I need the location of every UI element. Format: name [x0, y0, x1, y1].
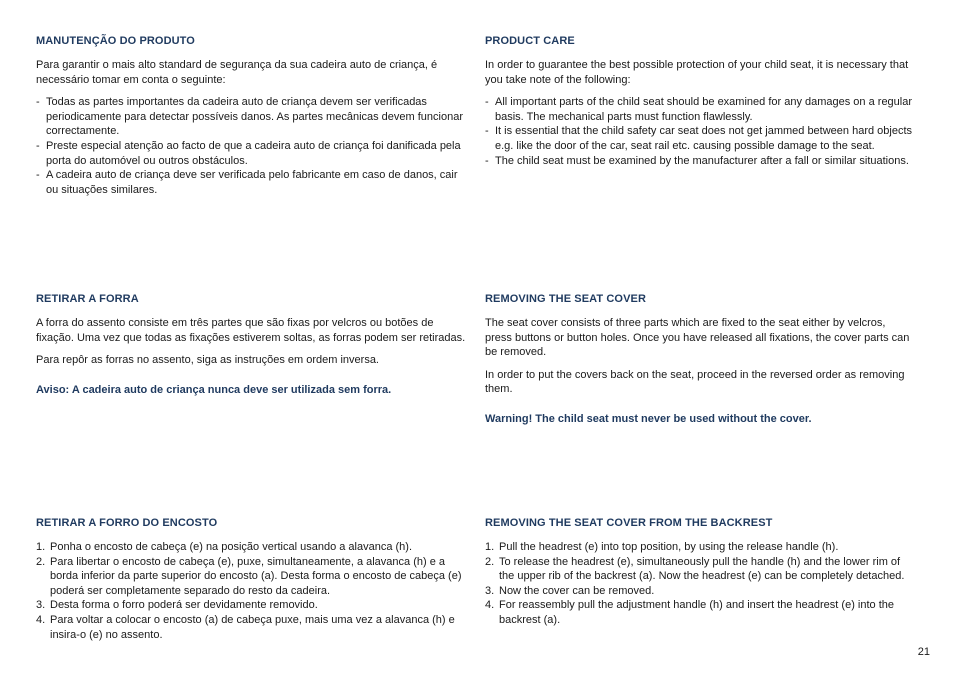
pt-product-care-heading: MANUTENÇÃO DO PRODUTO — [36, 35, 195, 47]
pt-backrest-step-1: Ponha o encosto de cabeça (e) na posição vertical usando a alavanca (h). — [50, 541, 413, 553]
list-item — [485, 598, 913, 627]
list-item — [36, 139, 468, 168]
step-number: 3. — [485, 584, 495, 597]
list-item — [36, 555, 468, 599]
en-care-item-1: All important parts of the child seat should be examined for any damages on a regular basis. The mechanical parts must function flawlessly. — [495, 96, 913, 123]
pt-product-care-intro: Para garantir o mais alto standard de segurança da sua cadeira auto de criança, é necessário tomar em conta o seguinte: — [36, 59, 438, 86]
pt-product-care-list — [36, 95, 468, 197]
pt-backrest-heading: RETIRAR A FORRO DO ENCOSTO — [36, 517, 218, 529]
list-item — [485, 154, 913, 169]
list-item — [36, 168, 468, 197]
page-number: 21 — [917, 646, 930, 658]
list-item — [36, 95, 468, 139]
en-backrest-list — [485, 540, 913, 628]
dash-marker: - — [485, 96, 489, 109]
dash-marker: - — [485, 125, 489, 138]
dash-marker: - — [485, 154, 489, 167]
step-number: 2. — [485, 555, 495, 568]
pt-backrest-step-4: Para voltar a colocar o encosto (a) de cabeça puxe, mais uma vez a alavanca (h) e insira-o (e) no assento. — [50, 613, 455, 641]
list-item — [485, 124, 913, 153]
pt-care-item-1: Todas as partes importantes da cadeira auto de criança devem ser verificadas periodicamente para detectar possíveis danos. As partes mecânicas devem funcionar correctamente. — [46, 96, 464, 138]
pt-care-item-3: A cadeira auto de criança deve ser verificada pelo fabricante em caso de danos, cair ou situações similares. — [46, 169, 458, 196]
en-remove-cover-p2: In order to put the covers back on the seat, proceed in the reversed order as removing them. — [485, 368, 905, 396]
step-number: 1. — [36, 541, 46, 553]
list-item — [485, 555, 913, 584]
en-care-item-3: The child seat must be examined by the manufacturer after a fall or similar situations. — [495, 154, 909, 167]
pt-backrest-list — [36, 540, 468, 642]
en-care-item-2: It is essential that the child safety car seat does not get jammed between hard objects e.g. like the door of the car, seat rail etc. causing possible damage to the seat. — [495, 125, 913, 152]
en-remove-cover-p1: The seat cover consists of three parts which are fixed to the seat either by velcros, press buttons or button holes. Once you have released all fixations, the cover parts can be removed. — [485, 317, 910, 359]
en-backrest-section — [485, 517, 913, 628]
list-item — [485, 95, 913, 124]
en-product-care-intro: In order to guarantee the best possible protection of your child seat, it is necessary that you take note of the following: — [485, 59, 909, 86]
step-number: 3. — [36, 599, 46, 612]
en-backrest-step-2: To release the headrest (e), simultaneously pull the handle (h) and the lower rim of the upper rib of the backrest (a). Now the headrest (e) can be completely detached. — [499, 555, 905, 583]
dash-marker: - — [36, 169, 40, 182]
pt-backrest-step-2: Para libertar o encosto de cabeça (e), puxe, simultaneamente, a alavanca (h) e a borda inferior da parte superior do encosto (a). Desta forma o encosto de cabeça (e) poderá ser completamente separado do resto da cadeira. — [50, 555, 462, 597]
en-backrest-heading: REMOVING THE SEAT COVER FROM THE BACKREST — [485, 517, 773, 529]
en-product-care-section — [485, 35, 913, 168]
en-remove-cover-section — [485, 293, 913, 427]
step-number: 4. — [485, 599, 495, 612]
pt-remove-cover-p1: A forra do assento consiste em três partes que são fixas por velcros ou botões de fixação. Uma vez que todas as fixações estiverem soltas, as forras podem ser retiradas. — [36, 317, 466, 344]
dash-marker: - — [36, 139, 40, 152]
en-remove-cover-warning: Warning! The child seat must never be used without the cover. — [485, 412, 812, 425]
step-number: 2. — [36, 555, 46, 568]
pt-remove-cover-section — [36, 293, 468, 397]
pt-backrest-section — [36, 517, 468, 642]
list-item — [36, 540, 468, 555]
en-backrest-step-1: Pull the headrest (e) into top position, by using the release handle (h). — [499, 541, 839, 553]
pt-remove-cover-warning: Aviso: A cadeira auto de criança nunca deve ser utilizada sem forra. — [36, 383, 392, 396]
list-item — [485, 584, 913, 599]
pt-care-item-2: Preste especial atenção ao facto de que a cadeira auto de criança foi danificada pela porta do automóvel ou outros obstáculos. — [46, 139, 461, 167]
pt-product-care-section — [36, 35, 468, 197]
list-item — [36, 613, 468, 642]
en-product-care-heading: PRODUCT CARE — [485, 35, 575, 47]
step-number: 4. — [36, 613, 46, 626]
list-item — [36, 598, 468, 613]
en-remove-cover-heading: REMOVING THE SEAT COVER — [485, 293, 646, 305]
pt-remove-cover-heading: RETIRAR A FORRA — [36, 293, 139, 305]
list-item — [485, 540, 913, 555]
en-backrest-step-3: Now the cover can be removed. — [499, 584, 655, 597]
pt-remove-cover-p2: Para repôr as forras no assento, siga as instruções em ordem inversa. — [36, 354, 379, 367]
en-product-care-list — [485, 95, 913, 168]
pt-backrest-step-3: Desta forma o forro poderá ser devidamente removido. — [50, 599, 318, 612]
en-backrest-step-4: For reassembly pull the adjustment handle (h) and insert the headrest (e) into the backrest (a). — [499, 599, 894, 626]
step-number: 1. — [485, 541, 495, 553]
dash-marker: - — [36, 96, 40, 109]
